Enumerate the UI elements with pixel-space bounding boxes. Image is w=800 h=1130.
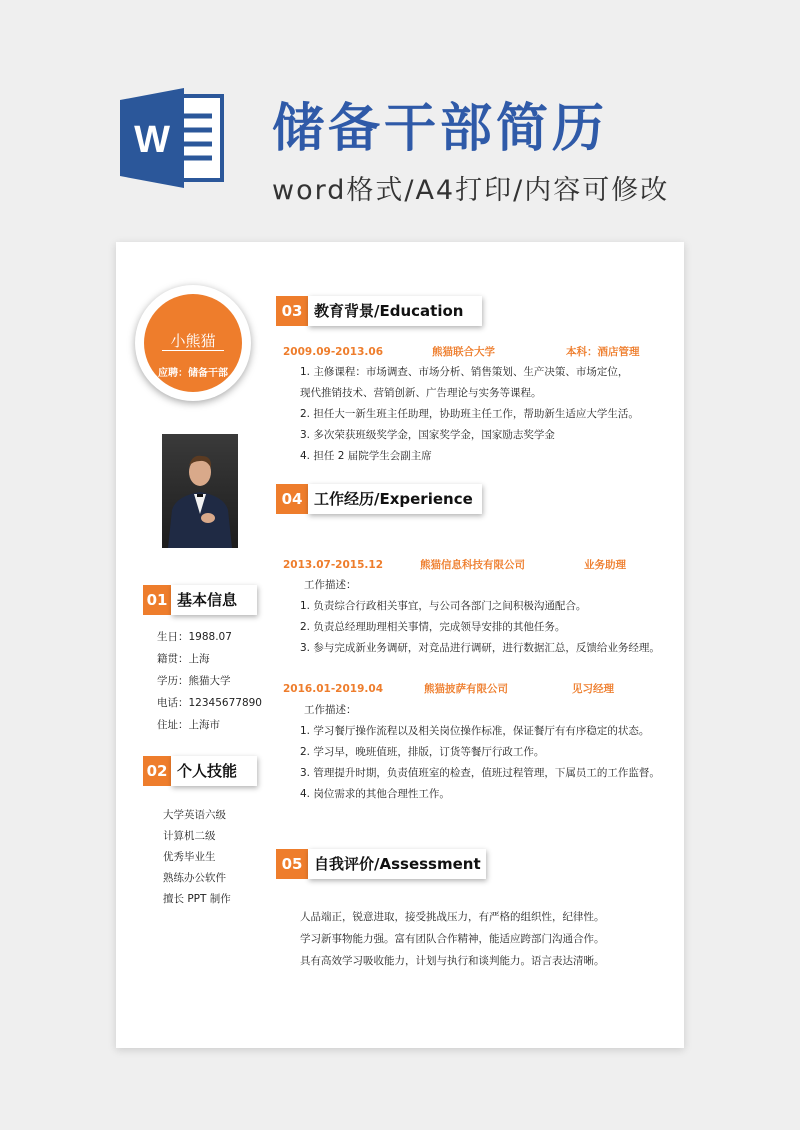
section-title: 教育背景/Education bbox=[308, 296, 482, 326]
basic-info-item: 生日：1988.07 bbox=[157, 631, 232, 643]
section-number: 03 bbox=[276, 296, 308, 326]
skill-item: 优秀毕业生 bbox=[163, 851, 216, 863]
education-school: 熊猫联合大学 bbox=[432, 346, 495, 358]
section-title: 基本信息 bbox=[171, 585, 257, 615]
section-title: 工作经历/Experience bbox=[308, 484, 482, 514]
section-number: 05 bbox=[276, 849, 308, 879]
basic-info-item: 住址：上海市 bbox=[157, 719, 220, 731]
job-position: 业务助理 bbox=[584, 559, 626, 571]
candidate-name: 小熊猫 bbox=[170, 332, 216, 350]
job-line: 2. 负责总经理助理相关事情，完成领导安排的其他任务。 bbox=[300, 621, 566, 633]
education-line: 3. 多次荣获班级奖学金，国家奖学金，国家励志奖学金 bbox=[300, 429, 555, 441]
basic-info-item: 籍贯：上海 bbox=[157, 653, 210, 665]
name-badge bbox=[144, 294, 242, 392]
job-position: 见习经理 bbox=[572, 683, 614, 695]
education-line: 1. 主修课程：市场调查、市场分析、销售策划、生产决策、市场定位， bbox=[300, 366, 629, 378]
skill-item: 大学英语六级 bbox=[163, 809, 226, 821]
page-title: 储备干部简历 bbox=[272, 99, 609, 159]
name-divider bbox=[162, 350, 224, 351]
apply-position: 应聘：储备干部 bbox=[158, 368, 228, 379]
section-number: 01 bbox=[143, 585, 171, 615]
job-company: 熊猫披萨有限公司 bbox=[424, 683, 508, 695]
assessment-line: 具有高效学习吸收能力，计划与执行和谈判能力。语言表达清晰。 bbox=[300, 955, 605, 967]
word-logo-icon bbox=[118, 86, 228, 190]
section-title: 自我评价/Assessment bbox=[308, 849, 486, 879]
job-period: 2016.01-2019.04 bbox=[283, 683, 384, 695]
education-line: 现代推销技术、营销创新、广告理论与实务等课程。 bbox=[300, 387, 542, 399]
skill-item: 计算机二级 bbox=[163, 830, 216, 842]
job-company: 熊猫信息科技有限公司 bbox=[420, 559, 525, 571]
job-line: 3. 管理提升时期，负责值班室的检查，值班过程管理，下属员工的工作监督。 bbox=[300, 767, 660, 779]
section-title: 个人技能 bbox=[171, 756, 257, 786]
skill-item: 熟练办公软件 bbox=[163, 872, 226, 884]
word-logo-letter: W bbox=[134, 119, 170, 161]
assessment-line: 人品端正，锐意进取，接受挑战压力，有严格的组织性，纪律性。 bbox=[300, 911, 605, 923]
basic-info-item: 电话：12345677890 bbox=[157, 697, 262, 709]
section-number: 04 bbox=[276, 484, 308, 514]
job-line: 4. 岗位需求的其他合理性工作。 bbox=[300, 788, 450, 800]
job-line: 1. 负责综合行政相关事宜，与公司各部门之间积极沟通配合。 bbox=[300, 600, 587, 612]
job-line: 1. 学习餐厅操作流程以及相关岗位操作标准，保证餐厅有有序稳定的状态。 bbox=[300, 725, 650, 737]
education-period: 2009.09-2013.06 bbox=[283, 346, 384, 358]
education-degree: 本科：酒店管理 bbox=[566, 346, 640, 358]
section-number: 02 bbox=[143, 756, 171, 786]
education-line: 4. 担任 2 届院学生会副主席 bbox=[300, 450, 432, 462]
assessment-line: 学习新事物能力强。富有团队合作精神，能适应跨部门沟通合作。 bbox=[300, 933, 605, 945]
job-line: 2. 学习早，晚班值班，排版，订货等餐厅行政工作。 bbox=[300, 746, 545, 758]
basic-info-item: 学历：熊猫大学 bbox=[157, 675, 231, 687]
education-line: 2. 担任大一新生班主任助理，协助班主任工作，帮助新生适应大学生活。 bbox=[300, 408, 639, 420]
job-line: 3. 参与完成新业务调研，对竞品进行调研，进行数据汇总，反馈给业务经理。 bbox=[300, 642, 660, 654]
job-period: 2013.07-2015.12 bbox=[283, 559, 384, 571]
job-desc-label: 工作描述： bbox=[304, 579, 357, 591]
job-desc-label: 工作描述： bbox=[304, 704, 357, 716]
skill-item: 擅长 PPT 制作 bbox=[163, 893, 231, 905]
profile-photo bbox=[162, 434, 238, 548]
page-subtitle: word格式/A4打印/内容可修改 bbox=[272, 175, 670, 206]
